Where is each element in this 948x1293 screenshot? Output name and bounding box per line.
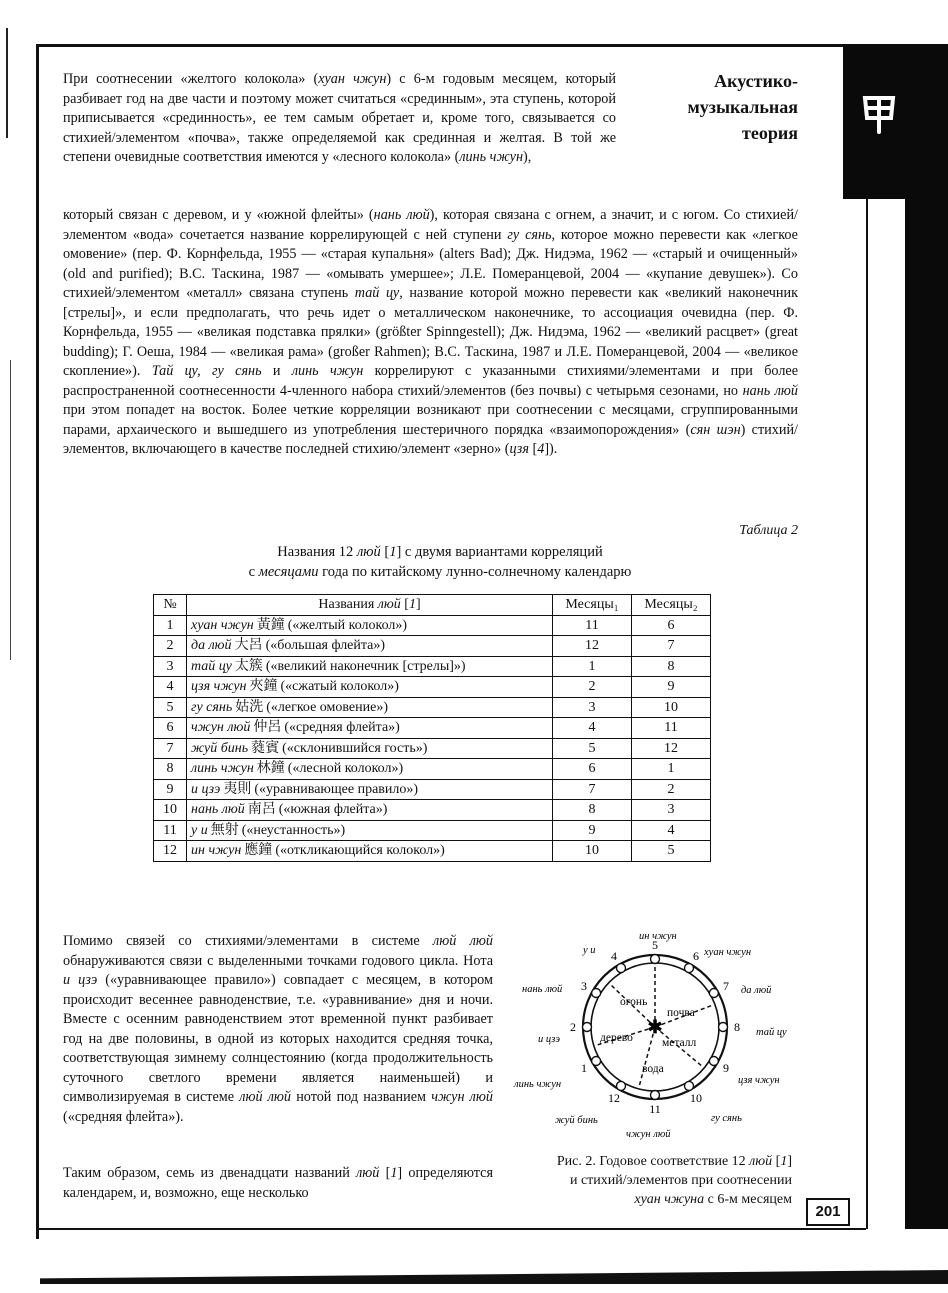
- cell-name-gloss: («великий наконечник [стрелы]»): [265, 658, 466, 674]
- cell-name: [187, 718, 553, 739]
- cell-number: 4: [154, 677, 187, 698]
- cell-name-gloss: («южная флейта»): [278, 802, 388, 818]
- italic-term: чжун люй: [431, 1089, 493, 1105]
- italic-term: гу сянь: [507, 226, 552, 243]
- italic-term: хуан чжуна: [634, 1192, 705, 1207]
- cell-name-translit: линь чжун: [191, 761, 254, 777]
- italic-term: 1: [390, 1165, 398, 1181]
- cell-name: [187, 677, 553, 698]
- chapter-tab-strip: [905, 199, 948, 1229]
- cell-months-2: 2: [632, 779, 711, 800]
- table-row: [154, 718, 711, 739]
- italic-term: 4: [537, 441, 545, 457]
- cell-name-gloss: («лесной колокол»): [287, 761, 404, 777]
- wheel-bead: [592, 989, 601, 998]
- wheel-month-number: 9: [723, 1061, 730, 1075]
- cell-name-hanzi: 南呂: [247, 801, 276, 818]
- header-num: №: [154, 595, 187, 616]
- italic-term: линь чжун: [459, 149, 523, 165]
- wheel-month-number: 7: [723, 979, 730, 993]
- scan-bottom-shadow: [40, 1270, 948, 1284]
- cell-months-1: 9: [553, 820, 632, 841]
- side-rule: [866, 199, 868, 1229]
- cell-months-2: 8: [632, 656, 711, 677]
- cell-name-hanzi: 仲呂: [253, 719, 282, 736]
- italic-term: месяцами: [258, 564, 319, 580]
- cell-name-gloss: («средняя флейта»): [284, 720, 400, 736]
- lyu-label-i-tsze: и цзэ: [538, 1034, 560, 1045]
- cell-number: 6: [154, 718, 187, 739]
- italic-term: люй: [749, 1154, 773, 1169]
- element-fire: огонь: [620, 996, 648, 1008]
- section-title-line: Акустико-: [714, 71, 798, 91]
- element-water: вода: [642, 1063, 664, 1075]
- italic-term: сян шэн: [690, 421, 741, 438]
- cell-name-hanzi: 大呂: [234, 637, 263, 654]
- cell-months-2: 6: [632, 615, 711, 636]
- cell-months-1: 10: [553, 841, 632, 862]
- cell-months-2: 3: [632, 800, 711, 821]
- paragraph-intro: При соотнесении «желтого колокола» (хуан чжун) с 6-м годовым месяцем, который разбивает год на две части и поэтому может считаться «срединным», эта ступень, которой приписывается «срединность», ее тем самым обретает и, кроме того, связывается со стихией/элементом «почва», также определяемой как срединная и желтая. В той же степени очевидные соответствия имеются у «лесного колокола» (линь чжун),: [63, 71, 617, 165]
- section-title-line: теория: [742, 123, 798, 143]
- cell-months-2: 9: [632, 677, 711, 698]
- cell-months-1: 1: [553, 656, 632, 677]
- italic-term: Тай цу, гу сянь: [151, 363, 262, 379]
- cell-months-2: 7: [632, 636, 711, 657]
- cell-name-translit: хуан чжун: [191, 617, 254, 633]
- table-row: [154, 697, 711, 718]
- element-wood: дерево: [600, 1032, 633, 1044]
- wheel-bead: [719, 1023, 728, 1032]
- wheel-month-number: 10: [690, 1091, 702, 1106]
- cell-months-1: 5: [553, 738, 632, 759]
- lyu-label-lin-chzhun: линь чжун: [514, 1079, 562, 1090]
- cell-name-hanzi: 林鐘: [256, 760, 285, 777]
- wheel-month-number: 12: [608, 1091, 620, 1106]
- italic-term: хуан чжун: [318, 71, 387, 87]
- chapter-glyph-icon: [857, 92, 901, 136]
- cell-months-2: 11: [632, 718, 711, 739]
- wheel-bead: [617, 964, 626, 973]
- wheel-bead: [709, 989, 718, 998]
- cell-number: 11: [154, 820, 187, 841]
- cell-number: 9: [154, 779, 187, 800]
- header-name: [187, 595, 553, 616]
- italic-term: цзя: [509, 441, 529, 457]
- cell-number: 1: [154, 615, 187, 636]
- italic-term: люй: [356, 1165, 380, 1181]
- section-title-line: музыкальная: [687, 97, 798, 117]
- header-name-text: ]: [415, 597, 421, 613]
- cell-months-1: 6: [553, 759, 632, 780]
- wheel-bead: [709, 1057, 718, 1066]
- header-name-italic: люй: [377, 597, 401, 613]
- cell-name-translit: у и: [191, 822, 208, 838]
- wheel-month-number: 8: [734, 1020, 740, 1034]
- cell-name-gloss: («сжатый колокол»): [280, 679, 399, 695]
- cell-number: 8: [154, 759, 187, 780]
- scan-edge: [6, 28, 8, 138]
- wheel-month-number: 4: [611, 948, 617, 963]
- cell-name: [187, 636, 553, 657]
- cell-name: [187, 841, 553, 862]
- cell-months-2: 4: [632, 820, 711, 841]
- cell-name-hanzi: 夷則: [223, 780, 252, 797]
- paragraph-conclusion: Таким образом, семь из двенадцати названий люй [1] определяются календарем, и, возможно, еще несколько: [63, 1165, 493, 1201]
- cell-name: [187, 615, 553, 636]
- table-row: [154, 779, 711, 800]
- lyu-label-chzhun-lyuy: чжун люй: [626, 1129, 671, 1140]
- cell-name-gloss: («большая флейта»): [265, 638, 386, 654]
- italic-term: люй люй: [433, 933, 493, 949]
- cell-name-gloss: («неустанность»): [241, 822, 346, 838]
- italic-term: 1: [389, 544, 397, 560]
- cell-months-1: 2: [553, 677, 632, 698]
- cell-months-1: 4: [553, 718, 632, 739]
- cell-name-gloss: («легкое омовение»): [266, 699, 388, 715]
- wheel-month-number: 1: [580, 1061, 587, 1075]
- cell-name: [187, 697, 553, 718]
- lyu-label-gu-syan: гу сянь: [711, 1113, 742, 1124]
- italic-term: и цзэ: [63, 972, 98, 988]
- table-row: [154, 615, 711, 636]
- cell-name-translit: цзя чжун: [191, 679, 247, 695]
- italic-term: нань люй: [373, 207, 430, 223]
- cell-name-translit: гу сянь: [191, 699, 233, 715]
- lyu-label-nan-lyuy: нань люй: [522, 984, 563, 995]
- page-number: 201: [806, 1198, 850, 1226]
- cell-name-translit: ин чжун: [191, 843, 242, 859]
- header-name-italic: 1: [408, 597, 416, 613]
- cell-name-translit: да люй: [191, 638, 232, 654]
- italic-term: линь чжун: [291, 363, 364, 379]
- cell-name-gloss: («склонившийся гость»): [282, 740, 428, 756]
- table-row: [154, 841, 711, 862]
- figure-caption: Рис. 2. Годовое соответствие 12 люй [1] и стихий/элементов при соотнесении хуан чжуна с 6-м месяцем: [556, 1154, 792, 1207]
- cell-name-translit: и цзэ: [191, 781, 221, 797]
- wheel-bead: [685, 1081, 694, 1090]
- italic-term: нань люй: [742, 382, 798, 399]
- wheel-bead: [651, 955, 660, 964]
- cell-number: 7: [154, 738, 187, 759]
- paragraph-intro-continued: который связан с деревом, и у «южной флейты» (нань люй), которая связана с огнем, а значит, и с югом. Со стихией/элементом «вода» сочетается название коррелирующей с ней ступени гу сянь, которое можно перевести как «легкое омовение» (пер. Ф. Корнфельда, 1955 — «старая купальня» (alters Bad); Дж. Нидэма, 1962 — «старый и очищенный» (old and purified); В.С. Таскина, 1987 — «омывать умершее»; Л.Е. Померанцевой, 2004 — «купание девушек»). Со стихией/элементом «металл» связана ступень тай цу, название которой можно перевести как «великий наконечник [стрелы]», и если предполагать, что речь идет о металлическом наконечнике, то ассоциация очевидна (пер. Ф. Корнфельда, 1955 — «великая подставка прялки» (größter Spinngestell); Дж. Нидэма, 1962 — «великий расцвет» (great budding); Г. Оеша, 1984 — «великая рама» (großer Rahmen); В.С. Таскина, 1987 и Л.Е. Померанцевой, 2004 — «великое скопление»). Тай цу, гу сянь и линь чжун коррелируют с указанными стихиями/элементами и при более распространенной соотнесенности 4-членного набора стихий/элементов (без почвы) с четырьмя сезонами, но нань люй при этом попадет на восток. Более четкие корреляции возникают при соотнесении с месяцами, сгруппированными парами, архаического и вышедшего из употребления шестеричного порядка «взаимопорождения» (сян шэн) стихий/элементов, включающего в качестве последней стихию/элемент «зерно» (цзя [4]).: [63, 207, 799, 457]
- cell-name-translit: нань люй: [191, 802, 245, 818]
- italic-term: люй люй: [239, 1089, 292, 1105]
- cell-months-2: 5: [632, 841, 711, 862]
- wheel-month-number: 2: [570, 1020, 576, 1034]
- cell-months-2: 1: [632, 759, 711, 780]
- italic-term: люй: [356, 544, 381, 560]
- cell-name: [187, 779, 553, 800]
- cell-months-1: 8: [553, 800, 632, 821]
- italic-term: тай цу: [354, 285, 400, 301]
- cell-months-1: 3: [553, 697, 632, 718]
- table-caption: Названия 12 люй [1] с двумя вариантами корреляций с месяцами года по китайскому лунно-солнечному календарю: [248, 544, 632, 580]
- cell-number: 12: [154, 841, 187, 862]
- cell-name-hanzi: 姑洗: [235, 698, 264, 715]
- cell-name-gloss: («уравнивающее правило»): [254, 781, 419, 797]
- paragraph-calendar: Помимо связей со стихиями/элементами в системе люй люй обнаруживаются связи с выделенными точками годового цикла. Нота и цзэ («уравнивающее правило») совпадает с месяцем, в котором происходит весеннее равноденствие, т.е. «уравнивание» дня и ночи. Вместе с осенним равноденствием этот временной пункт разбивает год на две половины, в одной из которых находится средняя точка, соответствующая зимнему солнцестоянию (когда продолжительность суточного светлого времени является наименьшей) и символизируемая в системе люй люй нотой под названием чжун люй («средняя флейта»).: [63, 933, 493, 1125]
- lyu-label-in-chzhun: ин чжун: [639, 931, 677, 942]
- table-row: [154, 738, 711, 759]
- table-row: [154, 677, 711, 698]
- table-header-row: [154, 595, 711, 616]
- cell-name-gloss: («откликающийся колокол»): [275, 843, 445, 859]
- cell-number: 10: [154, 800, 187, 821]
- cell-months-1: 11: [553, 615, 632, 636]
- cell-months-2: 10: [632, 697, 711, 718]
- cell-months-1: 12: [553, 636, 632, 657]
- header-name-text: [: [400, 597, 409, 613]
- wheel-bead: [592, 1057, 601, 1066]
- cell-name-hanzi: 無射: [210, 821, 239, 838]
- lyu-label-zhuy-bin: жуй бинь: [555, 1115, 598, 1126]
- cell-name: [187, 738, 553, 759]
- lyu-table: [153, 594, 711, 862]
- cell-name: [187, 656, 553, 677]
- lyu-label-da-lyuy: да люй: [741, 985, 772, 996]
- page-frame-bottom: [36, 1228, 866, 1230]
- section-title: [687, 68, 798, 146]
- header-months-1: Месяцы₁: [553, 595, 632, 616]
- cell-name: [187, 800, 553, 821]
- cell-number: 3: [154, 656, 187, 677]
- scan-edge: [10, 360, 11, 660]
- cell-number: 2: [154, 636, 187, 657]
- lyu-label-huan-chzhun: хуан чжун: [704, 947, 752, 958]
- cell-number: 5: [154, 697, 187, 718]
- wheel-month-number: 11: [649, 1102, 661, 1116]
- cell-name-translit: чжун люй: [191, 720, 251, 736]
- lyu-label-tay-tsu: тай цу: [756, 1027, 787, 1038]
- cell-name: [187, 820, 553, 841]
- cell-name-translit: тай цу: [191, 658, 232, 674]
- cell-months-2: 12: [632, 738, 711, 759]
- wheel-bead: [583, 1023, 592, 1032]
- table-row: [154, 759, 711, 780]
- cell-months-1: 7: [553, 779, 632, 800]
- cell-name-gloss: («желтый колокол»): [287, 617, 408, 633]
- italic-term: 1: [780, 1154, 788, 1169]
- wheel-bead: [685, 964, 694, 973]
- wheel-month-number: 6: [693, 948, 699, 963]
- table-label: Таблица 2: [739, 523, 798, 538]
- wheel-bead: [651, 1091, 660, 1100]
- element-metal: металл: [662, 1037, 697, 1049]
- wheel-month-number: 5: [652, 938, 658, 952]
- cell-name-hanzi: 夾鐘: [249, 678, 278, 695]
- wheel-center-mark: ✱: [647, 1017, 663, 1037]
- cell-name: [187, 759, 553, 780]
- cell-name-hanzi: 黃鐘: [256, 616, 285, 633]
- element-soil: почва: [667, 1007, 695, 1019]
- page-frame-left: [36, 44, 39, 1239]
- annual-wheel-diagram: [508, 925, 798, 1150]
- lyu-label-u-i: у и: [583, 945, 596, 956]
- wheel-bead: [617, 1081, 626, 1090]
- page-frame-top: [36, 44, 866, 47]
- header-name-text: Названия: [318, 597, 378, 613]
- cell-name-hanzi: 蕤賓: [251, 739, 280, 756]
- cell-name-hanzi: 應鐘: [244, 842, 273, 859]
- wheel-month-number: 3: [580, 979, 587, 993]
- table-row: [154, 800, 711, 821]
- lyu-label-tszya-chzhun: цзя чжун: [738, 1075, 780, 1086]
- cell-name-hanzi: 太簇: [234, 657, 263, 674]
- table-row: [154, 820, 711, 841]
- table-row: [154, 636, 711, 657]
- table-row: [154, 656, 711, 677]
- cell-name-translit: жуй бинь: [191, 740, 249, 756]
- header-months-2: Месяцы₂: [632, 595, 711, 616]
